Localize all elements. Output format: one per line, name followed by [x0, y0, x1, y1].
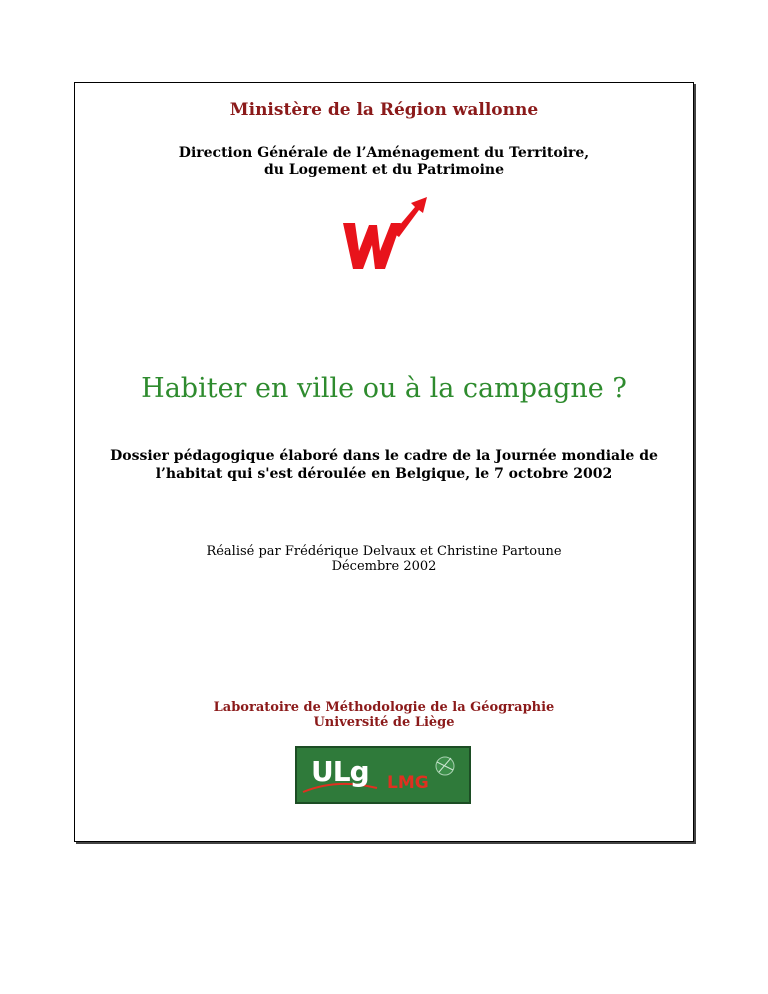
lmg-logo-label: LMG [387, 773, 429, 793]
direction-line-2: du Logement et du Patrimoine [264, 162, 504, 178]
subtitle-line-2: l’habitat qui s'est déroulée en Belgique, le 7 octobre 2002 [155, 466, 613, 482]
ulg-logo-label: ULg [311, 755, 369, 788]
authors-line: Réalisé par Frédérique Delvaux et Christine Partoune [206, 544, 562, 559]
date-line: Décembre 2002 [331, 559, 437, 574]
lab-name: Laboratoire de Méthodologie de la Géographie [213, 700, 555, 715]
subtitle-line-1: Dossier pédagogique élaboré dans le cadre de la Journée mondiale de [110, 448, 658, 464]
university-name: Université de Liège [313, 715, 455, 730]
ministry-heading: Ministère de la Région wallonne [229, 100, 539, 120]
lab-block [74, 700, 694, 730]
ulg-logo-text [311, 757, 369, 787]
ulg-lmg-logo [295, 746, 471, 804]
direction-heading [74, 145, 694, 179]
document-title: Habiter en ville ou à la campagne ? [141, 373, 627, 404]
direction-line-1: Direction Générale de l’Aménagement du Territoire, [178, 145, 590, 161]
document-subtitle [74, 447, 694, 483]
authors-block [74, 544, 694, 574]
wallonia-w-arrow-logo-icon [339, 193, 429, 273]
lmg-logo-text [387, 773, 429, 793]
